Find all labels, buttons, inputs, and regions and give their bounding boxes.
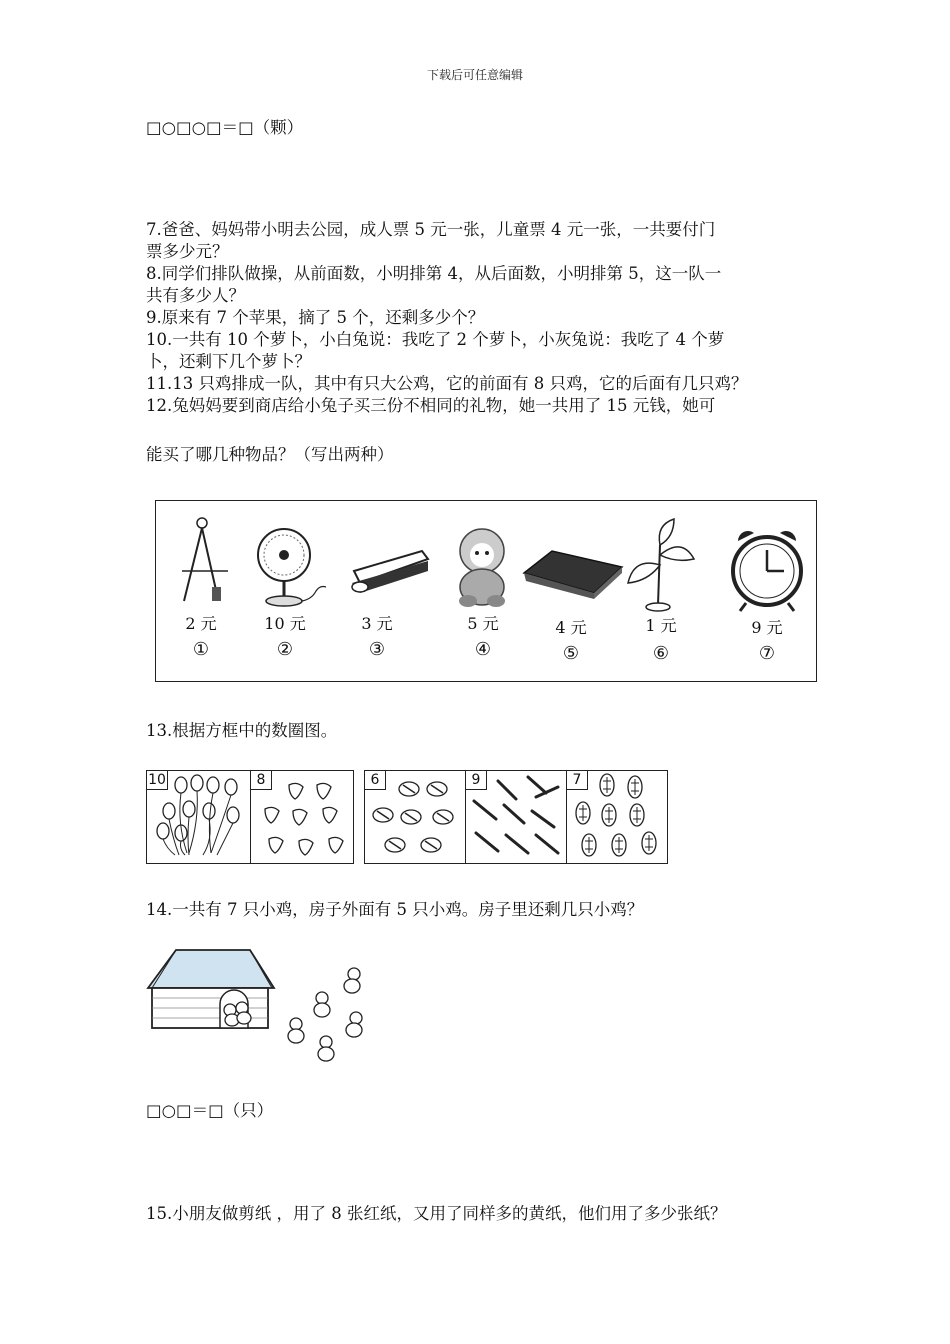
plant-icon (616, 515, 706, 615)
question-10-line2: 卜，还剩下几个萝卜？ (146, 352, 311, 371)
item-number: ① (192, 639, 210, 660)
item-number: ⑦ (758, 643, 776, 664)
count-box-label: 9 (466, 771, 487, 790)
formula-answer-box: □○□○□＝□（颗） (146, 118, 304, 137)
formula-answer-box: □○□＝□（只） (146, 1101, 274, 1120)
item-number: ⑤ (562, 643, 580, 664)
item-price: 3 元 (361, 614, 393, 633)
question-9: 9.原来有 7 个苹果，摘了 5 个，还剩多少个？ (146, 308, 485, 327)
item-number: ③ (368, 639, 386, 660)
item-price: 5 元 (467, 614, 499, 633)
question-7-line1: 7.爸爸、妈妈带小明去公园，成人票 5 元一张，儿童票 4 元一张，一共要付门 (146, 220, 716, 239)
item-price: 10 元 (264, 614, 306, 633)
pencil-case-icon (518, 527, 628, 627)
item-number: ② (276, 639, 294, 660)
item-number: ⑥ (652, 643, 670, 664)
page-header: 下载后可任意编辑 (426, 68, 523, 82)
compass-icon (156, 509, 246, 609)
count-box-label: 8 (251, 771, 272, 790)
question-10-line1: 10.一共有 10 个萝卜，小白兔说：我吃了 2 个萝卜，小灰兔说：我吃了 4 个萝 (146, 330, 725, 349)
question-11: 11.13 只鸡排成一队，其中有只大公鸡，它的前面有 8 只鸡，它的后面有几只鸡？ (146, 374, 748, 393)
count-group-2 (364, 770, 668, 864)
question-15: 15.小朋友做剪纸 ，用了 8 张红纸，又用了同样多的黄纸，他们用了多少张纸？ (146, 1204, 727, 1223)
shop-item (722, 501, 812, 681)
question-14: 14.一共有 7 只小鸡，房子外面有 5 只小鸡。房子里还剩几只小鸡？ (146, 900, 644, 919)
chick-house-illustration (146, 944, 386, 1074)
alarm-clock-icon (722, 519, 812, 619)
count-group-1 (146, 770, 354, 864)
question-8-line2: 共有多少人？ (146, 286, 245, 305)
item-number: ④ (474, 639, 492, 660)
question-12-line2: 能买了哪几种物品？（写出两种） (146, 445, 394, 464)
count-box-strawberries (251, 771, 353, 863)
fan-icon (244, 519, 344, 619)
question-8-line1: 8.同学们排队做操，从前面数，小明排第 4，从后面数，小明排第 5，这一队一 (146, 264, 722, 283)
count-box-label: 6 (365, 771, 386, 790)
count-box-pencils (466, 771, 567, 863)
shop-items-panel (155, 500, 817, 682)
shop-item (438, 501, 528, 681)
teddy-bear-icon (438, 523, 528, 623)
shop-item (156, 501, 246, 681)
item-price: 2 元 (185, 614, 217, 633)
item-price: 4 元 (555, 618, 587, 637)
item-price: 9 元 (751, 618, 783, 637)
question-7-line2: 票多少元？ (146, 242, 229, 261)
question-12-line1: 12.兔妈妈要到商店给小兔子买三份不相同的礼物，她一共用了 15 元钱，她可 (146, 396, 716, 415)
shop-item (244, 501, 334, 681)
count-box-label: 10 (147, 771, 168, 790)
shop-item (526, 501, 616, 681)
count-box-label: 7 (567, 771, 588, 790)
shop-item (616, 501, 706, 681)
question-13: 13.根据方框中的数圈图。 (146, 721, 338, 740)
item-price: 1 元 (645, 616, 677, 635)
count-box-corn (567, 771, 667, 863)
count-box-balloons (147, 771, 251, 863)
house-icon (148, 950, 274, 1028)
count-box-sandals (365, 771, 466, 863)
shop-item (332, 501, 422, 681)
